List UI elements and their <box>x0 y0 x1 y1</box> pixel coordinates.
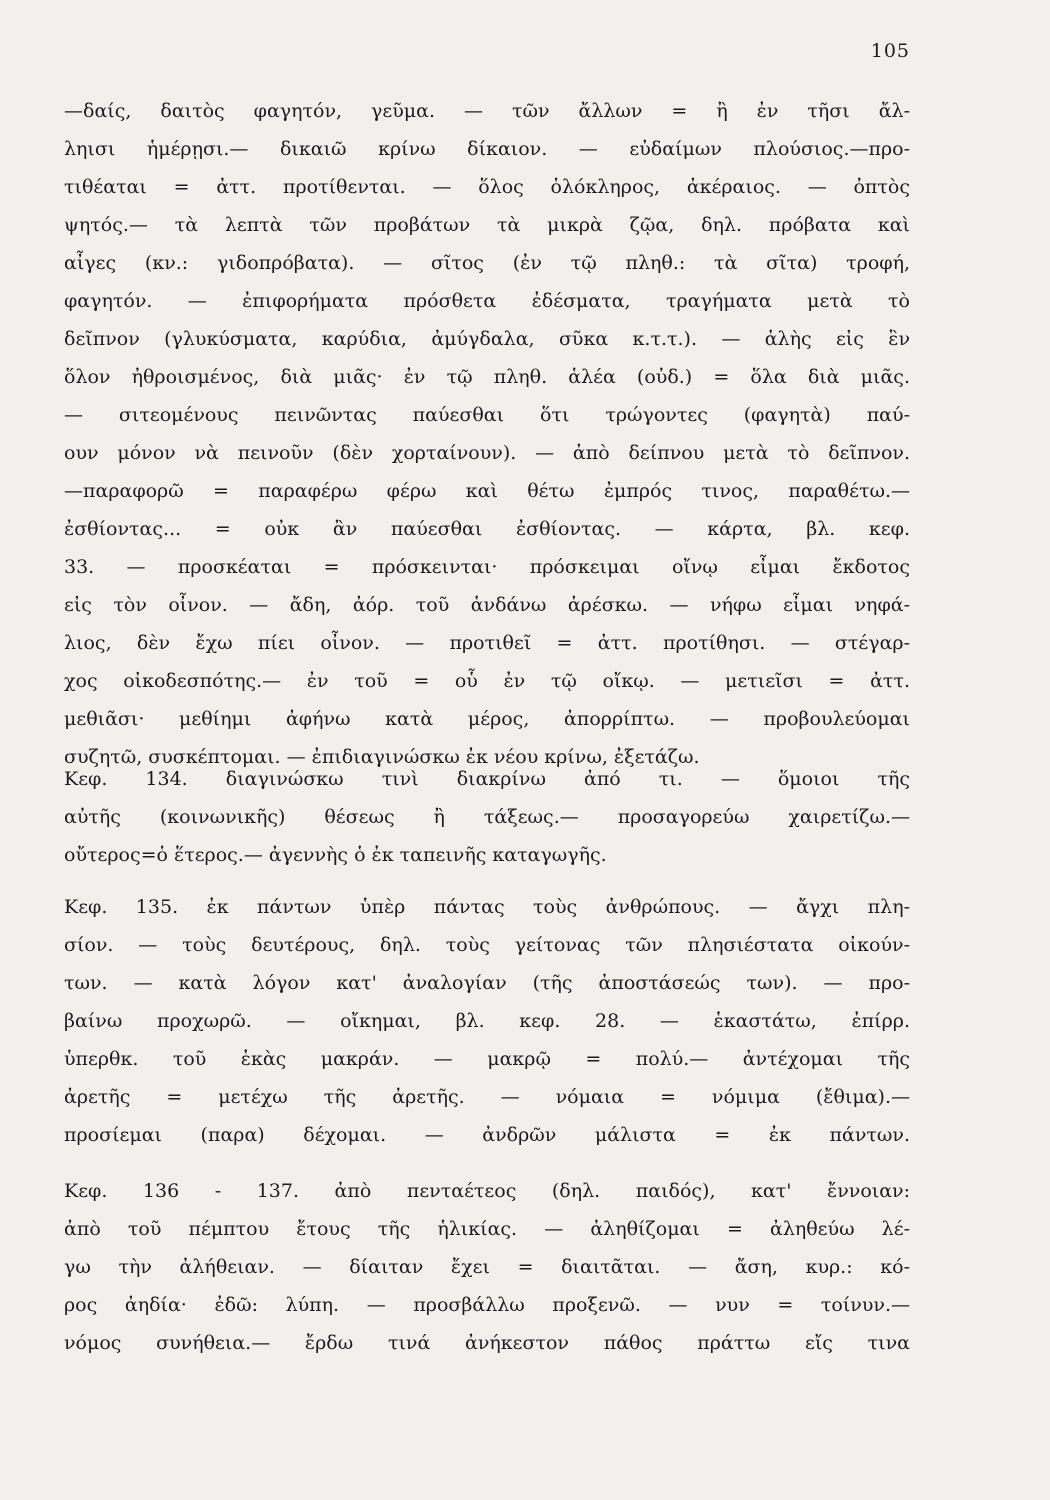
text-line: τιθέαται = ἀττ. προτίθενται. — ὅλος ὁλόκληρος, ἀκέραιος. — ὀπτὸς <box>64 176 910 198</box>
text-line: ληισι ἡμέρῃσι.— δικαιῶ κρίνω δίκαιον. — εὐδαίμων πλούσιος.—προ- <box>64 138 910 160</box>
text-line: νόμος συνήθεια.— ἔρδω τινά ἀνήκεστον πάθος πράττω εἴς τινα <box>64 1332 910 1354</box>
text-line: ἐσθίοντας... = οὐκ ἂν παύεσθαι ἐσθίοντας. — κάρτα, βλ. κεφ. <box>64 518 910 540</box>
text-line: — σιτεομένους πεινῶντας παύεσθαι ὅτι τρώγοντες (φαγητὰ) παύ- <box>64 404 910 426</box>
text-line: αὐτῆς (κοινωνικῆς) θέσεως ἢ τάξεως.— προσαγορεύω χαιρετίζω.— <box>64 806 910 828</box>
text-line: —δαίς, δαιτὸς φαγητόν, γεῦμα. — τῶν ἄλλων = ἢ ἐν τῆσι ἄλ- <box>64 100 910 122</box>
text-line: ἀπὸ τοῦ πέμπτου ἔτους τῆς ἡλικίας. — ἀληθίζομαι = ἀληθεύω λέ- <box>64 1218 910 1240</box>
text-line: Κεφ. 136 - 137. ἀπὸ πενταέτεος (δηλ. παιδός), κατ' ἔννοιαν: <box>64 1180 910 1202</box>
paragraph-kef-135 <box>64 888 910 1154</box>
text-line: σίον. — τοὺς δευτέρους, δηλ. τοὺς γείτονας τῶν πλησιέστατα οἰκούν- <box>64 934 910 956</box>
text-line: βαίνω προχωρῶ. — οἴκημαι, βλ. κεφ. 28. — ἑκαστάτω, ἐπίρρ. <box>64 1010 910 1032</box>
text-line: ὑπερθκ. τοῦ ἑκὰς μακράν. — μακρῷ = πολύ.— ἀντέχομαι τῆς <box>64 1048 910 1070</box>
text-line: Κεφ. 134. διαγινώσκω τινὶ διακρίνω ἀπό τι. — ὅμοιοι τῆς <box>64 768 910 790</box>
text-line: οὔτερος=ὁ ἕτερος.— ἀγεννὴς ὁ ἐκ ταπεινῆς καταγωγῆς. <box>64 844 607 866</box>
text-line: ψητός.— τὰ λεπτὰ τῶν προβάτων τὰ μικρὰ ζῷα, δηλ. πρόβατα καὶ <box>64 214 910 236</box>
text-line: συζητῶ, συσκέπτομαι. — ἐπιδιαγινώσκω ἐκ νέου κρίνω, ἐξετάζω. <box>64 746 700 768</box>
text-line: ὅλον ἠθροισμένος, διὰ μιᾶς· ἐν τῷ πληθ. ἁλέα (οὐδ.) = ὅλα διὰ μιᾶς. <box>64 366 910 388</box>
text-line: ρος ἀηδία· ἐδῶ: λύπη. — προσβάλλω προξενῶ. — νυν = τοίνυν.— <box>64 1294 910 1316</box>
text-line: Κεφ. 135. ἐκ πάντων ὑπὲρ πάντας τοὺς ἀνθρώπους. — ἄγχι πλη- <box>64 896 910 918</box>
text-line: προσίεμαι (παρα) δέχομαι. — ἀνδρῶν μάλιστα = ἐκ πάντων. <box>64 1124 910 1146</box>
text-line: λιος, δὲν ἔχω πίει οἶνον. — προτιθεῖ = ἀττ. προτίθησι. — στέγαρ- <box>64 632 910 654</box>
paragraph-kef-134 <box>64 760 910 874</box>
text-line: 33. — προσκέαται = πρόσκεινται· πρόσκειμαι οἴνῳ εἶμαι ἔκδοτος <box>64 556 910 578</box>
text-line: μεθιᾶσι· μεθίημι ἀφήνω κατὰ μέρος, ἀπορρίπτω. — προβουλεύομαι <box>64 708 910 730</box>
text-line: γω τὴν ἀλήθειαν. — δίαιταν ἔχει = διαιτᾶται. — ἄση, κυρ.: κό- <box>64 1256 910 1278</box>
text-line: ἀρετῆς = μετέχω τῆς ἀρετῆς. — νόμαια = νόμιμα (ἔθιμα).— <box>64 1086 910 1108</box>
text-line: ουν μόνον νὰ πεινοῦν (δὲν χορταίνουν). — ἀπὸ δείπνου μετὰ τὸ δεῖπνον. <box>64 442 910 464</box>
text-line: χος οἰκοδεσπότης.— ἐν τοῦ = οὗ ἐν τῷ οἴκῳ. — μετιεῖσι = ἀττ. <box>64 670 910 692</box>
text-line: φαγητόν. — ἐπιφορήματα πρόσθετα ἐδέσματα, τραγήματα μετὰ τὸ <box>64 290 910 312</box>
paragraph-notes-main <box>64 92 910 776</box>
text-line: δεῖπνον (γλυκύσματα, καρύδια, ἀμύγδαλα, σῦκα κ.τ.τ.). — ἁλὴς εἰς ἓν <box>64 328 910 350</box>
page-number: 105 <box>870 40 910 62</box>
text-line: εἰς τὸν οἶνον. — ἄδη, ἀόρ. τοῦ ἁνδάνω ἀρέσκω. — νήφω εἶμαι νηφά- <box>64 594 910 616</box>
text-line: —παραφορῶ = παραφέρω φέρω καὶ θέτω ἐμπρός τινος, παραθέτω.— <box>64 480 910 502</box>
text-line: των. — κατὰ λόγον κατ' ἀναλογίαν (τῆς ἀποστάσεώς των). — προ- <box>64 972 910 994</box>
paragraph-kef-136-137 <box>64 1172 910 1362</box>
text-line: αἶγες (κν.: γιδοπρόβατα). — σῖτος (ἐν τῷ πληθ.: τὰ σῖτα) τροφή, <box>64 252 910 274</box>
